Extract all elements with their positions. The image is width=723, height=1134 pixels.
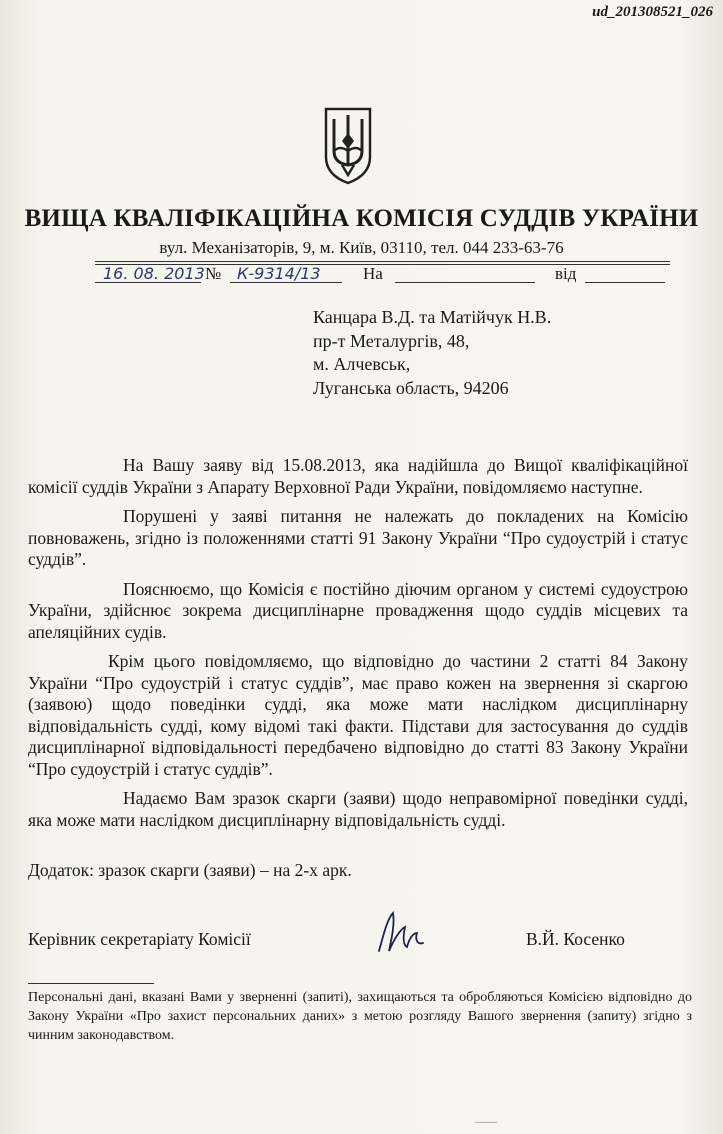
recipient-names: Канцара В.Д. та Матійчук Н.В. [313, 307, 552, 327]
addendum: Додаток: зразок скарги (заяви) – на 2-х арк. [28, 860, 352, 880]
document-id: ud_201308521_026 [592, 4, 713, 20]
registration-line [95, 262, 675, 292]
outgoing-date-underline [95, 264, 201, 283]
signatory-name: В.Й. Косенко [526, 929, 625, 949]
incoming-vid-label: від [555, 264, 577, 283]
show-through-text [300, 110, 680, 170]
incoming-number-blank [395, 264, 535, 283]
recipient-city: м. Алчевськ, [313, 354, 411, 374]
organization-name: ВИЩА КВАЛІФІКАЦІЙНА КОМІСІЯ СУДДІВ УКРАЇНИ [24, 205, 699, 232]
number-sign: № [205, 264, 222, 283]
paragraph-1: На Вашу заяву від 15.08.2013, яка надійшла до Вищої кваліфікаційної комісії суддів України з Апарату Верховної Ради України, повідомляємо наступне. [28, 455, 688, 497]
signature-row [28, 925, 688, 965]
recipient-street: пр-т Металургів, 48, [313, 330, 470, 351]
faint-handwritten-mark: ____ [475, 1110, 497, 1123]
incoming-na-label: На [363, 264, 383, 283]
paragraph-5: Надаємо Вам зразок скарги (заяви) щодо неправомірної поведінки судді, яка може мати наслідком дисциплінарну відповідальність судді. [28, 788, 688, 830]
incoming-date-blank [585, 264, 665, 283]
organization-address: вул. Механізаторів, 9, м. Київ, 03110, тел. 044 233-63-76 [159, 238, 564, 257]
paragraph-3: Пояснюємо, що Комісія є постійно діючим органом у системі судоустрою України, здійснює зокрема дисциплінарне провадження щодо суддів місцевих та апеляційних судів. [28, 578, 688, 642]
outgoing-number: К-9314/13 [237, 264, 321, 283]
outgoing-number-underline [230, 264, 342, 283]
letter-body [28, 455, 688, 839]
personal-data-footnote: Персональні дані, вказані Вами у зверненні (запиті), захищаються та обробляються Комісією відповідно до Закону України «Про захист персональних даних» з метою розгляду Вашого звернення (запиту) згідно з чинним законодавством. [28, 990, 692, 1043]
handwritten-signature-icon [373, 907, 433, 957]
footnote-rule [28, 983, 154, 984]
paragraph-2: Порушені у заяві питання не належать до покладених на Комісію повноважень, згідно із положеннями статті 91 Закону України “Про судоустрій і статус суддів”. [28, 506, 688, 569]
outgoing-date: 16. 08. 2013 [103, 264, 205, 283]
paragraph-4: Крім цього повідомляємо, що відповідно до частини 2 статті 84 Закону України “Про судоустрій і статус суддів”, має право кожен на звернення зі скаргою (заявою) щодо поведінки судді, яка може мати наслідком дисциплінарну відповідальність судді, кому відомі такі факти. Підстави для застосування до суддів дисциплінарної відповідальності передбачено відповідно до статті 83 Закону України “Про судоустрій і статус суддів”. [28, 651, 688, 779]
recipient-block [313, 306, 551, 400]
signatory-position: Керівник секретаріату Комісії [28, 929, 251, 949]
recipient-region: Луганська область, 94206 [313, 377, 509, 398]
